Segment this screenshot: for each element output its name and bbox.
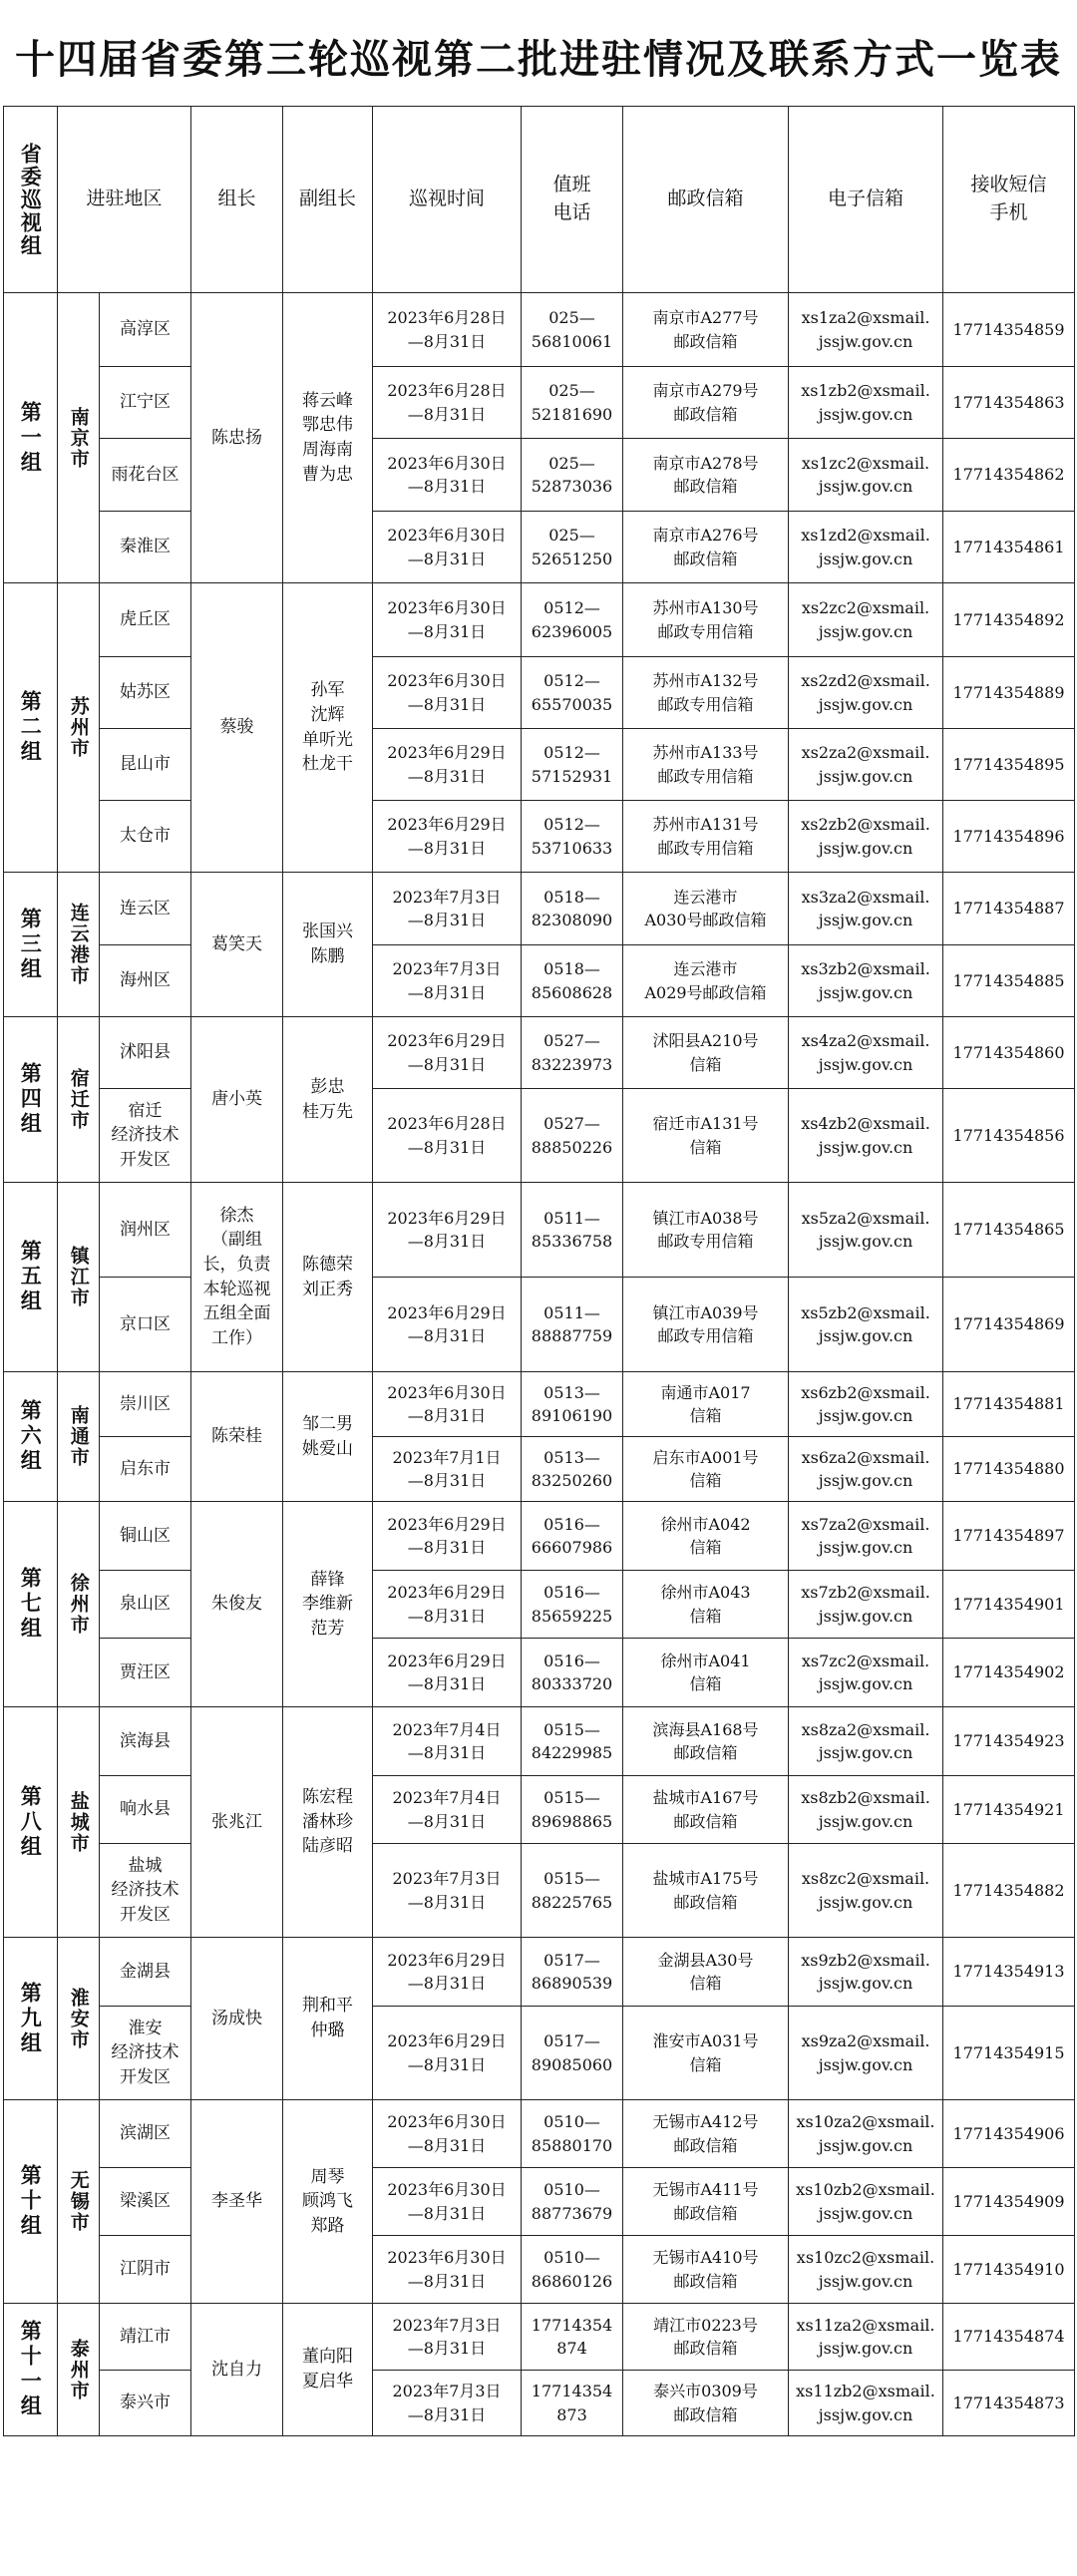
group-name-cell bbox=[4, 873, 58, 1017]
period-cell: 2023年6月28日 —8月31日 bbox=[373, 367, 522, 439]
city-name: 镇江市 bbox=[67, 1246, 90, 1308]
city-name: 南通市 bbox=[67, 1405, 90, 1468]
table-row bbox=[4, 657, 1075, 729]
table-row bbox=[4, 367, 1075, 439]
period-cell: 2023年7月4日 —8月31日 bbox=[373, 1707, 522, 1776]
group-name-cell bbox=[4, 2100, 58, 2304]
sms-cell: 17714354863 bbox=[943, 367, 1075, 439]
table-row bbox=[4, 1938, 1075, 2007]
period-cell: 2023年6月28日 —8月31日 bbox=[373, 1089, 522, 1183]
email-cell: xs1zb2@xsmail. jssjw.gov.cn bbox=[789, 367, 943, 439]
phone-cell: 025— 52651250 bbox=[522, 512, 623, 583]
sms-cell: 17714354873 bbox=[943, 2371, 1075, 2436]
phone-cell: 0512— 57152931 bbox=[522, 729, 623, 801]
leader-cell: 唐小英 bbox=[191, 1017, 283, 1183]
email-cell: xs11zb2@xsmail. jssjw.gov.cn bbox=[789, 2371, 943, 2436]
district-cell: 太仓市 bbox=[100, 801, 191, 873]
sms-cell: 17714354896 bbox=[943, 801, 1075, 873]
deputy-cell: 陈宏程 潘林珍 陆彦昭 bbox=[283, 1707, 373, 1938]
sms-cell: 17714354921 bbox=[943, 1776, 1075, 1844]
sms-cell: 17714354860 bbox=[943, 1017, 1075, 1089]
table-row bbox=[4, 2236, 1075, 2304]
sms-cell: 17714354913 bbox=[943, 1938, 1075, 2007]
district-cell: 姑苏区 bbox=[100, 657, 191, 729]
city-name: 苏州市 bbox=[67, 696, 90, 759]
group-name: 第二组 bbox=[18, 690, 44, 765]
sms-cell: 17714354856 bbox=[943, 1089, 1075, 1183]
phone-cell: 0515— 84229985 bbox=[522, 1707, 623, 1776]
postal-cell: 无锡市A411号 邮政信箱 bbox=[623, 2168, 789, 2236]
table-row bbox=[4, 1183, 1075, 1278]
email-cell: xs7za2@xsmail. jssjw.gov.cn bbox=[789, 1502, 943, 1571]
postal-cell: 淮安市A031号 信箱 bbox=[623, 2007, 789, 2100]
period-cell: 2023年6月29日 —8月31日 bbox=[373, 1571, 522, 1639]
period-cell: 2023年6月29日 —8月31日 bbox=[373, 729, 522, 801]
district-cell: 海州区 bbox=[100, 945, 191, 1017]
period-cell: 2023年6月30日 —8月31日 bbox=[373, 2236, 522, 2304]
deputy-cell: 蒋云峰 鄂忠伟 周海南 曹为忠 bbox=[283, 293, 373, 583]
city-name: 南京市 bbox=[67, 406, 90, 470]
phone-cell: 0512— 62396005 bbox=[522, 583, 623, 657]
group-name-cell bbox=[4, 2304, 58, 2436]
header-deputy: 副组长 bbox=[283, 107, 373, 293]
email-cell: xs7zc2@xsmail. jssjw.gov.cn bbox=[789, 1639, 943, 1707]
header-sms-text: 接收短信手机 bbox=[970, 174, 1047, 223]
leader-cell: 陈荣桂 bbox=[191, 1372, 283, 1502]
email-cell: xs1za2@xsmail. jssjw.gov.cn bbox=[789, 293, 943, 367]
postal-cell: 南通市A017 信箱 bbox=[623, 1372, 789, 1437]
phone-cell: 17714354 873 bbox=[522, 2371, 623, 2436]
table-row bbox=[4, 945, 1075, 1017]
period-cell: 2023年7月3日 —8月31日 bbox=[373, 2371, 522, 2436]
city-cell bbox=[58, 1183, 100, 1372]
leader-cell: 汤成快 bbox=[191, 1938, 283, 2100]
district-cell: 响水县 bbox=[100, 1776, 191, 1844]
sms-cell: 17714354915 bbox=[943, 2007, 1075, 2100]
sms-cell: 17714354887 bbox=[943, 873, 1075, 945]
sms-cell: 17714354923 bbox=[943, 1707, 1075, 1776]
period-cell: 2023年6月30日 —8月31日 bbox=[373, 2168, 522, 2236]
period-cell: 2023年6月30日 —8月31日 bbox=[373, 1372, 522, 1437]
district-cell: 江阴市 bbox=[100, 2236, 191, 2304]
group-name-cell bbox=[4, 1017, 58, 1183]
group-name-cell bbox=[4, 1183, 58, 1372]
postal-cell: 沭阳县A210号 信箱 bbox=[623, 1017, 789, 1089]
phone-cell: 0511— 85336758 bbox=[522, 1183, 623, 1278]
header-phone-text: 值班电话 bbox=[552, 174, 591, 223]
district-cell: 昆山市 bbox=[100, 729, 191, 801]
district-cell: 江宁区 bbox=[100, 367, 191, 439]
deputy-cell: 薛锋 李维新 范芳 bbox=[283, 1502, 373, 1707]
sms-cell: 17714354862 bbox=[943, 439, 1075, 512]
sms-cell: 17714354861 bbox=[943, 512, 1075, 583]
postal-cell: 滨海县A168号 邮政信箱 bbox=[623, 1707, 789, 1776]
table-body bbox=[4, 293, 1075, 2436]
header-area: 进驻地区 bbox=[58, 107, 191, 293]
deputy-cell: 孙军 沈辉 单听光 杜龙干 bbox=[283, 583, 373, 873]
table-row bbox=[4, 1707, 1075, 1776]
postal-cell: 苏州市A131号 邮政专用信箱 bbox=[623, 801, 789, 873]
phone-cell: 0516— 85659225 bbox=[522, 1571, 623, 1639]
phone-cell: 0510— 86860126 bbox=[522, 2236, 623, 2304]
postal-cell: 连云港市 A029号邮政信箱 bbox=[623, 945, 789, 1017]
district-cell: 虎丘区 bbox=[100, 583, 191, 657]
period-cell: 2023年7月3日 —8月31日 bbox=[373, 2304, 522, 2371]
table-row bbox=[4, 1639, 1075, 1707]
city-name: 泰州市 bbox=[67, 2338, 90, 2401]
leader-cell: 朱俊友 bbox=[191, 1502, 283, 1707]
period-cell: 2023年6月29日 —8月31日 bbox=[373, 1502, 522, 1571]
phone-cell: 0515— 88225765 bbox=[522, 1844, 623, 1938]
period-cell: 2023年6月30日 —8月31日 bbox=[373, 583, 522, 657]
email-cell: xs6zb2@xsmail. jssjw.gov.cn bbox=[789, 1372, 943, 1437]
city-cell bbox=[58, 1707, 100, 1938]
period-cell: 2023年6月30日 —8月31日 bbox=[373, 439, 522, 512]
period-cell: 2023年7月1日 —8月31日 bbox=[373, 1437, 522, 1502]
header-phone bbox=[522, 107, 623, 293]
email-cell: xs3zb2@xsmail. jssjw.gov.cn bbox=[789, 945, 943, 1017]
table-row bbox=[4, 2168, 1075, 2236]
leader-cell: 张兆江 bbox=[191, 1707, 283, 1938]
table-row bbox=[4, 439, 1075, 512]
postal-cell: 苏州市A133号 邮政专用信箱 bbox=[623, 729, 789, 801]
postal-cell: 金湖县A30号 信箱 bbox=[623, 1938, 789, 2007]
district-cell: 铜山区 bbox=[100, 1502, 191, 1571]
phone-cell: 025— 52181690 bbox=[522, 367, 623, 439]
table-row bbox=[4, 1017, 1075, 1089]
district-cell: 金湖县 bbox=[100, 1938, 191, 2007]
district-cell: 润州区 bbox=[100, 1183, 191, 1278]
table-row bbox=[4, 801, 1075, 873]
postal-cell: 镇江市A039号 邮政专用信箱 bbox=[623, 1278, 789, 1372]
period-cell: 2023年6月29日 —8月31日 bbox=[373, 1938, 522, 2007]
city-name: 无锡市 bbox=[67, 2170, 90, 2233]
header-group bbox=[4, 107, 58, 293]
table-row bbox=[4, 1372, 1075, 1437]
email-cell: xs9za2@xsmail. jssjw.gov.cn bbox=[789, 2007, 943, 2100]
postal-cell: 宿迁市A131号 信箱 bbox=[623, 1089, 789, 1183]
phone-cell: 0527— 88850226 bbox=[522, 1089, 623, 1183]
table-row bbox=[4, 2007, 1075, 2100]
sms-cell: 17714354897 bbox=[943, 1502, 1075, 1571]
phone-cell: 0516— 80333720 bbox=[522, 1639, 623, 1707]
header-row bbox=[4, 107, 1075, 293]
phone-cell: 0511— 88887759 bbox=[522, 1278, 623, 1372]
sms-cell: 17714354892 bbox=[943, 583, 1075, 657]
district-cell: 淮安 经济技术 开发区 bbox=[100, 2007, 191, 2100]
deputy-cell: 张国兴 陈鹏 bbox=[283, 873, 373, 1017]
email-cell: xs4za2@xsmail. jssjw.gov.cn bbox=[789, 1017, 943, 1089]
period-cell: 2023年6月29日 —8月31日 bbox=[373, 1017, 522, 1089]
email-cell: xs9zb2@xsmail. jssjw.gov.cn bbox=[789, 1938, 943, 2007]
city-name: 淮安市 bbox=[67, 1987, 90, 2050]
group-name: 第一组 bbox=[18, 400, 44, 476]
period-cell: 2023年6月29日 —8月31日 bbox=[373, 1278, 522, 1372]
phone-cell: 0518— 82308090 bbox=[522, 873, 623, 945]
group-name-cell bbox=[4, 583, 58, 873]
district-cell: 泉山区 bbox=[100, 1571, 191, 1639]
sms-cell: 17714354880 bbox=[943, 1437, 1075, 1502]
phone-cell: 0527— 83223973 bbox=[522, 1017, 623, 1089]
header-period: 巡视时间 bbox=[373, 107, 522, 293]
email-cell: xs6za2@xsmail. jssjw.gov.cn bbox=[789, 1437, 943, 1502]
city-cell bbox=[58, 873, 100, 1017]
postal-cell: 盐城市A167号 邮政信箱 bbox=[623, 1776, 789, 1844]
sms-cell: 17714354885 bbox=[943, 945, 1075, 1017]
district-cell: 滨海县 bbox=[100, 1707, 191, 1776]
email-cell: xs3za2@xsmail. jssjw.gov.cn bbox=[789, 873, 943, 945]
sms-cell: 17714354895 bbox=[943, 729, 1075, 801]
group-name-cell bbox=[4, 1707, 58, 1938]
district-cell: 秦淮区 bbox=[100, 512, 191, 583]
deputy-cell: 邹二男 姚爱山 bbox=[283, 1372, 373, 1502]
sms-cell: 17714354910 bbox=[943, 2236, 1075, 2304]
header-group-text: 省委巡视组 bbox=[18, 142, 44, 257]
period-cell: 2023年6月29日 —8月31日 bbox=[373, 1639, 522, 1707]
district-cell: 靖江市 bbox=[100, 2304, 191, 2371]
city-name: 盐城市 bbox=[67, 1790, 90, 1854]
postal-cell: 南京市A278号 邮政信箱 bbox=[623, 439, 789, 512]
period-cell: 2023年6月29日 —8月31日 bbox=[373, 801, 522, 873]
postal-cell: 启东市A001号 信箱 bbox=[623, 1437, 789, 1502]
phone-cell: 025— 52873036 bbox=[522, 439, 623, 512]
postal-cell: 徐州市A042 信箱 bbox=[623, 1502, 789, 1571]
phone-cell: 025— 56810061 bbox=[522, 293, 623, 367]
leader-cell: 徐杰 （副组 长，负责 本轮巡视 五组全面 工作） bbox=[191, 1183, 283, 1372]
group-name: 第九组 bbox=[18, 1981, 44, 2056]
email-cell: xs10za2@xsmail. jssjw.gov.cn bbox=[789, 2100, 943, 2168]
table-row bbox=[4, 1089, 1075, 1183]
district-cell: 连云区 bbox=[100, 873, 191, 945]
city-cell bbox=[58, 1017, 100, 1183]
postal-cell: 泰兴市0309号 邮政信箱 bbox=[623, 2371, 789, 2436]
email-cell: xs1zc2@xsmail. jssjw.gov.cn bbox=[789, 439, 943, 512]
district-cell: 启东市 bbox=[100, 1437, 191, 1502]
period-cell: 2023年6月29日 —8月31日 bbox=[373, 2007, 522, 2100]
period-cell: 2023年7月4日 —8月31日 bbox=[373, 1776, 522, 1844]
email-cell: xs5zb2@xsmail. jssjw.gov.cn bbox=[789, 1278, 943, 1372]
city-name: 宿迁市 bbox=[67, 1068, 90, 1131]
leader-cell: 蔡骏 bbox=[191, 583, 283, 873]
district-cell: 泰兴市 bbox=[100, 2371, 191, 2436]
period-cell: 2023年6月29日 —8月31日 bbox=[373, 1183, 522, 1278]
sms-cell: 17714354901 bbox=[943, 1571, 1075, 1639]
city-cell bbox=[58, 2100, 100, 2304]
group-name-cell bbox=[4, 1502, 58, 1707]
city-name: 徐州市 bbox=[67, 1573, 90, 1636]
table-row bbox=[4, 1437, 1075, 1502]
email-cell: xs2za2@xsmail. jssjw.gov.cn bbox=[789, 729, 943, 801]
city-cell bbox=[58, 1938, 100, 2100]
phone-cell: 17714354 874 bbox=[522, 2304, 623, 2371]
table-row bbox=[4, 2100, 1075, 2168]
email-cell: xs10zc2@xsmail. jssjw.gov.cn bbox=[789, 2236, 943, 2304]
group-name-cell bbox=[4, 1372, 58, 1502]
district-cell: 雨花台区 bbox=[100, 439, 191, 512]
phone-cell: 0513— 83250260 bbox=[522, 1437, 623, 1502]
email-cell: xs2zc2@xsmail. jssjw.gov.cn bbox=[789, 583, 943, 657]
group-name: 第八组 bbox=[18, 1784, 44, 1860]
phone-cell: 0516— 66607986 bbox=[522, 1502, 623, 1571]
sms-cell: 17714354889 bbox=[943, 657, 1075, 729]
phone-cell: 0518— 85608628 bbox=[522, 945, 623, 1017]
phone-cell: 0512— 65570035 bbox=[522, 657, 623, 729]
email-cell: xs2zb2@xsmail. jssjw.gov.cn bbox=[789, 801, 943, 873]
header-sms bbox=[943, 107, 1075, 293]
district-cell: 宿迁 经济技术 开发区 bbox=[100, 1089, 191, 1183]
postal-cell: 盐城市A175号 邮政信箱 bbox=[623, 1844, 789, 1938]
table-row bbox=[4, 583, 1075, 657]
group-name: 第十一组 bbox=[18, 2320, 44, 2419]
email-cell: xs8zc2@xsmail. jssjw.gov.cn bbox=[789, 1844, 943, 1938]
phone-cell: 0515— 89698865 bbox=[522, 1776, 623, 1844]
period-cell: 2023年6月30日 —8月31日 bbox=[373, 2100, 522, 2168]
table-row bbox=[4, 512, 1075, 583]
sms-cell: 17714354865 bbox=[943, 1183, 1075, 1278]
table-row bbox=[4, 293, 1075, 367]
sms-cell: 17714354882 bbox=[943, 1844, 1075, 1938]
email-cell: xs10zb2@xsmail. jssjw.gov.cn bbox=[789, 2168, 943, 2236]
table-row bbox=[4, 1502, 1075, 1571]
district-cell: 沭阳县 bbox=[100, 1017, 191, 1089]
city-cell bbox=[58, 2304, 100, 2436]
email-cell: xs11za2@xsmail. jssjw.gov.cn bbox=[789, 2304, 943, 2371]
sms-cell: 17714354909 bbox=[943, 2168, 1075, 2236]
sms-cell: 17714354859 bbox=[943, 293, 1075, 367]
page-title: 十四届省委第三轮巡视第二批进驻情况及联系方式一览表 bbox=[15, 36, 1062, 83]
header-leader: 组长 bbox=[191, 107, 283, 293]
postal-cell: 无锡市A412号 邮政信箱 bbox=[623, 2100, 789, 2168]
group-name: 第六组 bbox=[18, 1399, 44, 1474]
postal-cell: 苏州市A130号 邮政专用信箱 bbox=[623, 583, 789, 657]
deputy-cell: 彭忠 桂万先 bbox=[283, 1017, 373, 1183]
group-name: 第七组 bbox=[18, 1567, 44, 1642]
group-name: 第五组 bbox=[18, 1240, 44, 1314]
district-cell: 贾汪区 bbox=[100, 1639, 191, 1707]
city-cell bbox=[58, 293, 100, 583]
phone-cell: 0513— 89106190 bbox=[522, 1372, 623, 1437]
deputy-cell: 陈德荣 刘正秀 bbox=[283, 1183, 373, 1372]
city-cell bbox=[58, 1502, 100, 1707]
email-cell: xs8zb2@xsmail. jssjw.gov.cn bbox=[789, 1776, 943, 1844]
table-row bbox=[4, 1844, 1075, 1938]
period-cell: 2023年6月30日 —8月31日 bbox=[373, 512, 522, 583]
deputy-cell: 荆和平 仲璐 bbox=[283, 1938, 373, 2100]
postal-cell: 连云港市 A030号邮政信箱 bbox=[623, 873, 789, 945]
table-row bbox=[4, 729, 1075, 801]
district-cell: 京口区 bbox=[100, 1278, 191, 1372]
period-cell: 2023年7月3日 —8月31日 bbox=[373, 945, 522, 1017]
group-name-cell bbox=[4, 1938, 58, 2100]
email-cell: xs1zd2@xsmail. jssjw.gov.cn bbox=[789, 512, 943, 583]
email-cell: xs7zb2@xsmail. jssjw.gov.cn bbox=[789, 1571, 943, 1639]
table-row bbox=[4, 1571, 1075, 1639]
postal-cell: 徐州市A043 信箱 bbox=[623, 1571, 789, 1639]
email-cell: xs8za2@xsmail. jssjw.gov.cn bbox=[789, 1707, 943, 1776]
table-row bbox=[4, 1278, 1075, 1372]
leader-cell: 陈忠扬 bbox=[191, 293, 283, 583]
table-row bbox=[4, 873, 1075, 945]
city-name: 连云港市 bbox=[67, 903, 90, 986]
sms-cell: 17714354869 bbox=[943, 1278, 1075, 1372]
header-postal: 邮政信箱 bbox=[623, 107, 789, 293]
postal-cell: 徐州市A041 信箱 bbox=[623, 1639, 789, 1707]
district-cell: 滨湖区 bbox=[100, 2100, 191, 2168]
sms-cell: 17714354881 bbox=[943, 1372, 1075, 1437]
table-row bbox=[4, 2304, 1075, 2371]
sms-cell: 17714354906 bbox=[943, 2100, 1075, 2168]
phone-cell: 0510— 85880170 bbox=[522, 2100, 623, 2168]
phone-cell: 0510— 88773679 bbox=[522, 2168, 623, 2236]
period-cell: 2023年6月30日 —8月31日 bbox=[373, 657, 522, 729]
postal-cell: 镇江市A038号 邮政专用信箱 bbox=[623, 1183, 789, 1278]
email-cell: xs5za2@xsmail. jssjw.gov.cn bbox=[789, 1183, 943, 1278]
phone-cell: 0512— 53710633 bbox=[522, 801, 623, 873]
deputy-cell: 周琴 顾鸿飞 郑路 bbox=[283, 2100, 373, 2304]
period-cell: 2023年6月28日 —8月31日 bbox=[373, 293, 522, 367]
postal-cell: 苏州市A132号 邮政专用信箱 bbox=[623, 657, 789, 729]
deputy-cell: 董向阳 夏启华 bbox=[283, 2304, 373, 2436]
table-row bbox=[4, 2371, 1075, 2436]
email-cell: xs4zb2@xsmail. jssjw.gov.cn bbox=[789, 1089, 943, 1183]
phone-cell: 0517— 86890539 bbox=[522, 1938, 623, 2007]
leader-cell: 李圣华 bbox=[191, 2100, 283, 2304]
postal-cell: 无锡市A410号 邮政信箱 bbox=[623, 2236, 789, 2304]
group-name: 第四组 bbox=[18, 1062, 44, 1137]
leader-cell: 葛笑天 bbox=[191, 873, 283, 1017]
email-cell: xs2zd2@xsmail. jssjw.gov.cn bbox=[789, 657, 943, 729]
postal-cell: 南京市A277号 邮政信箱 bbox=[623, 293, 789, 367]
district-cell: 梁溪区 bbox=[100, 2168, 191, 2236]
period-cell: 2023年7月3日 —8月31日 bbox=[373, 873, 522, 945]
group-name-cell bbox=[4, 293, 58, 583]
district-cell: 崇川区 bbox=[100, 1372, 191, 1437]
district-cell: 高淳区 bbox=[100, 293, 191, 367]
period-cell: 2023年7月3日 —8月31日 bbox=[373, 1844, 522, 1938]
city-cell bbox=[58, 1372, 100, 1502]
district-cell: 盐城 经济技术 开发区 bbox=[100, 1844, 191, 1938]
group-name: 第三组 bbox=[18, 907, 44, 982]
phone-cell: 0517— 89085060 bbox=[522, 2007, 623, 2100]
postal-cell: 靖江市0223号 邮政信箱 bbox=[623, 2304, 789, 2371]
postal-cell: 南京市A276号 邮政信箱 bbox=[623, 512, 789, 583]
city-cell bbox=[58, 583, 100, 873]
header-email: 电子信箱 bbox=[789, 107, 943, 293]
group-name: 第十组 bbox=[18, 2164, 44, 2239]
table-row bbox=[4, 1776, 1075, 1844]
sms-cell: 17714354902 bbox=[943, 1639, 1075, 1707]
postal-cell: 南京市A279号 邮政信箱 bbox=[623, 367, 789, 439]
leader-cell: 沈自力 bbox=[191, 2304, 283, 2436]
sms-cell: 17714354874 bbox=[943, 2304, 1075, 2371]
inspection-table bbox=[3, 106, 1075, 2436]
